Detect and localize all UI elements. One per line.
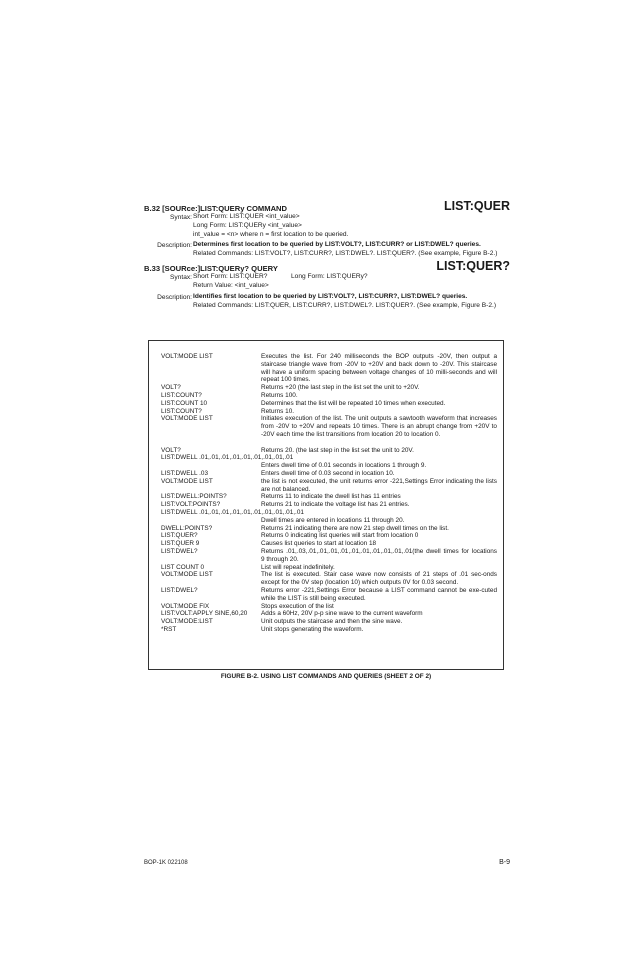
b33-description-label: Description: — [157, 294, 192, 301]
b32-description — [193, 241, 510, 258]
b33-description-bold: Identifies first location to be queried by LIST:VOLT?, LIST:CURR?, LIST:DWEL? queries. — [193, 293, 468, 300]
figure-row-result: The list is executed. Stair case wave now consists of 21 steps of .01 sec-onds except for the 0V step (location 10) which outputs 0V for 0.03 second. — [261, 571, 497, 587]
figure-row-result: Returns +20 (the last step in the list set the unit to +20V. — [261, 384, 420, 392]
figure-row — [161, 392, 497, 400]
figure-row-result: Unit outputs the staircase and then the sine wave. — [261, 618, 403, 626]
figure-row-command: VOLT? — [161, 384, 181, 392]
figure-row — [161, 540, 497, 548]
figure-row-result: Returns 10. — [261, 407, 295, 415]
figure-row — [161, 478, 497, 494]
b33-command-title: LIST:QUER? — [436, 259, 510, 273]
figure-row-command: VOLT:MODE FIX — [161, 602, 210, 610]
figure-row — [161, 548, 497, 564]
figure-row-result: the list is not executed, the unit returns error -221,Settings Error indicating the lists are not balanced. — [261, 477, 497, 493]
figure-row-command: VOLT:MODE LIST — [161, 571, 213, 579]
figure-row — [161, 610, 497, 618]
figure-row-command: LIST:QUER 9 — [161, 540, 200, 548]
figure-row — [161, 470, 497, 478]
figure-row-command: LIST:DWELL .01,.01,.01,.01,.01,.01,.01,.01,.01 — [161, 454, 294, 462]
figure-row-result: Enters dwell time of 0.01 seconds in locations 1 through 9. — [261, 462, 427, 470]
figure-row-result: List will repeat indefinitely. — [261, 563, 335, 571]
figure-row-command: LIST:DWELL .01,.01,.01,.01,.01,.01,.01,.01,.01,.01 — [161, 509, 304, 516]
figure-row-result: Returns error -221,Settings Error because a LIST command cannot be exe-cuted while the LIST is still being executed. — [261, 587, 497, 602]
figure-row-command: LIST COUNT 0 — [161, 563, 205, 571]
figure-row-result: Determines that the list will be repeated 10 times when executed. — [261, 399, 446, 407]
b32-description-label: Description: — [157, 242, 192, 249]
figure-b2-table — [161, 353, 497, 663]
figure-row-command: VOLT:MODE LIST — [161, 415, 213, 423]
b33-heading: B.33 [SOURce:]LIST:QUERy? QUERY — [144, 264, 278, 273]
figure-row-command: LIST:COUNT? — [161, 392, 202, 399]
figure-row-result: Returns 100. — [261, 392, 298, 399]
figure-row-result: Returns 11 to indicate the dwell list has 11 entries — [261, 493, 401, 501]
b33-syntax-label: Syntax: — [170, 274, 192, 281]
figure-row — [161, 462, 497, 470]
figure-row-command: VOLT:MODE LIST — [161, 477, 213, 485]
b33-related-commands: Related Commands: LIST:QUER, LIST:CURR?, LIST:DWEL?. LIST:QUER?. (See example, Figure B-2.) — [193, 301, 497, 309]
figure-row — [161, 564, 497, 572]
figure-row-command: VOLT:MODE:LIST — [161, 618, 213, 626]
figure-row — [161, 501, 497, 509]
figure-row — [161, 454, 497, 462]
footer-page-number: B-9 — [499, 859, 510, 866]
b33-return-value: Return Value: <int_value> — [193, 282, 269, 289]
b33-syntax-long: Long Form: LIST:QUERy? — [291, 273, 368, 280]
figure-row-command: LIST:COUNT? — [161, 407, 202, 415]
figure-row-result: Returns 21 to indicate the voltage list has 21 entries. — [261, 501, 410, 509]
figure-row-command: LIST:QUER? — [161, 532, 198, 540]
figure-row — [161, 618, 497, 626]
figure-row-command: LIST:COUNT 10 — [161, 399, 208, 407]
b32-syntax-label: Syntax: — [170, 214, 192, 221]
b32-related-commands: Related Commands: LIST:VOLT?, LIST:CURR?, LIST:DWEL?. LIST:QUER?. (See example, Figure B-2.) — [193, 249, 498, 257]
figure-row — [161, 525, 497, 533]
figure-row — [161, 626, 497, 634]
figure-row — [161, 447, 497, 455]
figure-row-result: Enters dwell time of 0.03 second in location 10. — [261, 470, 395, 477]
b32-syntax-int-value: int_value = <n> where n = first location to be queried. — [193, 231, 349, 238]
figure-row-command: LIST:DWELL .03 — [161, 470, 209, 477]
b32-heading: B.32 [SOURce:]LIST:QUERy COMMAND — [144, 204, 288, 213]
b32-description-bold: Determines first location to be queried by LIST:VOLT?, LIST:CURR? or LIST:DWEL? queries. — [193, 241, 481, 248]
figure-row-command: LIST:DWELL:POINTS? — [161, 493, 227, 501]
figure-b2-box — [148, 340, 504, 670]
figure-row — [161, 517, 497, 525]
b32-syntax-short: Short Form: LIST:QUER <int_value> — [193, 213, 300, 220]
figure-row-result: Returns .01,.03,.01,.01,.01,.01,.01,.01,.01,.01,.01,.01(the dwell times for locations 9 through 20. — [261, 548, 497, 563]
figure-row — [161, 532, 497, 540]
figure-row-command: DWELL:POINTS? — [161, 524, 213, 532]
figure-row-result: Returns 0 indicating list queries will start from location 0 — [261, 532, 419, 540]
figure-row-result: Initiates execution of the list. The unit outputs a sawtooth waveform that increases from -20V to +20V and repeats 10 times. There is an abrupt change from +20V to -20V each time the list transitions from location 20 to location 0. — [261, 415, 497, 438]
figure-row-command: *RST — [161, 626, 177, 633]
figure-row — [161, 587, 497, 603]
b33-description — [193, 293, 510, 310]
b33-syntax-short: Short Form: LIST:QUER? — [193, 273, 268, 280]
figure-row — [161, 353, 497, 384]
figure-row-command: LIST:VOLT:APPLY SINE,60,20 — [161, 610, 248, 618]
figure-row-command: LIST:DWEL? — [161, 587, 198, 594]
b32-syntax-long: Long Form: LIST:QUERy <int_value> — [193, 222, 302, 229]
b32-command-title: LIST:QUER — [444, 199, 510, 213]
figure-row-command: LIST:VOLT:POINTS? — [161, 501, 221, 509]
figure-row-result: Returns 20. (the last step in the list set the unit to 20V. — [261, 446, 414, 454]
figure-row — [161, 493, 497, 501]
figure-row — [161, 400, 497, 408]
figure-row-result: Dwell times are entered in locations 11 through 20. — [261, 516, 405, 524]
figure-row — [161, 384, 497, 392]
figure-row-result: Returns 21 indicating there are now 21 step dwell times on the list. — [261, 524, 449, 532]
figure-row-command: LIST:DWEL? — [161, 548, 198, 555]
figure-row-command: VOLT:MODE LIST — [161, 353, 213, 360]
figure-row-command: VOLT? — [161, 446, 181, 454]
figure-row — [161, 571, 497, 587]
footer-doc-id: BOP-1K 022108 — [144, 860, 188, 866]
figure-b2-caption: FIGURE B-2. USING LIST COMMANDS AND QUERIES (SHEET 2 OF 2) — [220, 673, 432, 680]
figure-row-result: Stops execution of the list — [261, 602, 334, 610]
figure-row-result: Causes list queries to start at location 18 — [261, 540, 377, 548]
figure-row-result: Adds a 60Hz, 20V p-p sine wave to the current waveform — [261, 610, 423, 618]
figure-row — [161, 509, 497, 517]
figure-row — [161, 603, 497, 611]
figure-row — [161, 415, 497, 446]
figure-row-result: Unit stops generating the waveform. — [261, 626, 364, 633]
figure-row-result: Executes the list. For 240 milliseconds the BOP outputs -20V, then output a staircase triangle wave from -20V to +20V and back down to -20V. This staircase will have a uniform spacing between voltage changes of 10 milli-seconds and will repeat 100 times. — [261, 353, 497, 384]
figure-row — [161, 408, 497, 416]
